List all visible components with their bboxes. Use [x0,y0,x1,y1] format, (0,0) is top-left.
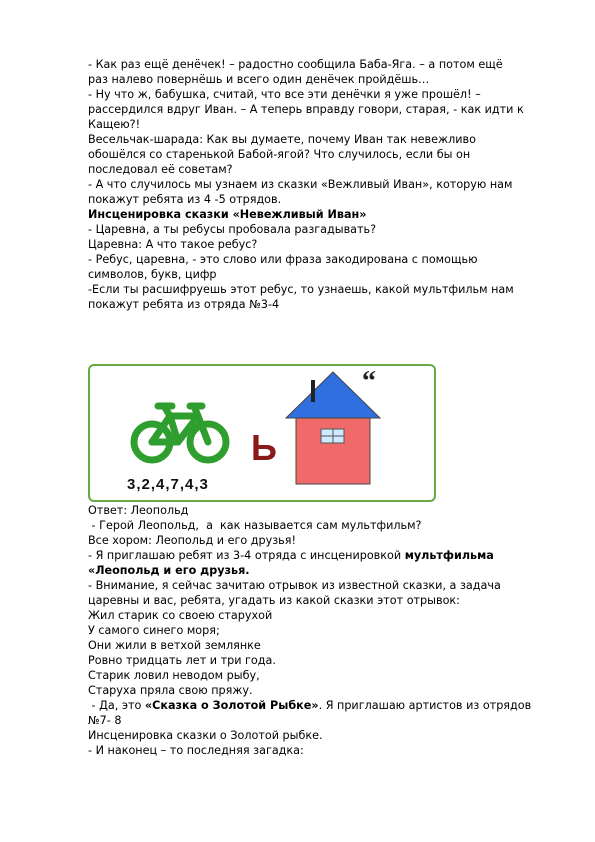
text-line: Царевна: А что такое ребус? [88,238,258,251]
soft-sign-letter: Ь [251,427,277,468]
text-line: царевны и вас, ребята, угадать из какой сказки этот отрывок: [88,594,460,607]
text-line: обошёлся со старенькой Бабой-ягой? Что случилось, если бы он [88,148,471,161]
answer-text [88,503,548,758]
yes-title: «Сказка о Золотой Рыбке» [144,699,319,712]
invite-bold: мультфильма [404,549,494,562]
question-line: - Герой Леопольд, а как называется сам мультфильм? [88,519,422,532]
text-line: - Внимание, я сейчас зачитаю отрывок из известной сказки, а задача [88,579,501,592]
invite-line [88,548,548,563]
text-line: рассердился вдруг Иван. – А теперь вправду говори, старая, - как идти к [88,103,524,116]
text-line: - Ребус, царевна, - это слово или фраза закодирована с помощью [88,253,478,266]
bicycle-icon [134,406,226,460]
text-line: последовал её советам? [88,163,233,176]
intro-text [88,57,548,312]
poem-line: Они жили в ветхой землянке [88,639,261,652]
text-line: символов, букв, цифр [88,268,217,281]
yes-line-2: №7- 8 [88,714,122,727]
poem-line: У самого синего моря; [88,624,220,637]
rebus-picture [88,364,436,502]
invite-prefix: - Я приглашаю ребят из 3-4 отряда с инсценировкой [88,549,405,562]
text-line: -Если ты расшифруешь этот ребус, то узнаешь, какой мультфильм нам [88,283,514,296]
answer-line: Ответ: Леопольд [88,504,189,517]
text-line: - Царевна, а ты ребусы пробовала разгадывать? [88,223,377,236]
text-line: покажут ребята из отряда №3-4 [88,298,280,311]
poem-line: Жил старик со своею старухой [88,609,273,622]
text-line: раз налево повернёшь и всего один денёчек пройдёшь… [88,73,430,86]
yes-prefix: - Да, это [88,699,145,712]
poem-line: Старуха пряла свою пряжу. [88,684,253,697]
text-line: Инсценировка сказки о Золотой рыбке. [88,729,323,742]
text-line: покажут ребята из 4 -5 отрядов. [88,193,282,206]
invite-title: «Леопольд и его друзья. [88,564,250,577]
text-line: - И наконец – то последняя загадка: [88,744,304,757]
yes-suffix: . Я приглашаю артистов из отрядов [318,699,532,712]
chorus-line: Все хором: Леопольд и его друзья! [88,534,296,547]
text-line: Весельчак-шарада: Как вы думаете, почему Иван так невежливо [88,133,476,146]
quote-mark: “ [362,366,376,397]
text-line: - Ну что ж, бабушка, считай, что все эти денёчки я уже прошёл! – [88,88,481,101]
section-heading: Инсценировка сказки «Невежливый Иван» [88,208,367,221]
poem-line: Ровно тридцать лет и три года. [88,654,276,667]
text-line: - А что случилось мы узнаем из сказки «Вежливый Иван», которую нам [88,178,513,191]
comma-mark [311,380,315,402]
letter-numbers: 3,2,4,7,4,3 [127,476,209,493]
poem-line: Старик ловил неводом рыбу, [88,669,260,682]
yes-line [88,698,548,713]
text-line: Кащею?! [88,118,141,131]
text-line: - Как раз ещё денёчек! – радостно сообщила Баба-Яга. – а потом ещё [88,58,503,71]
